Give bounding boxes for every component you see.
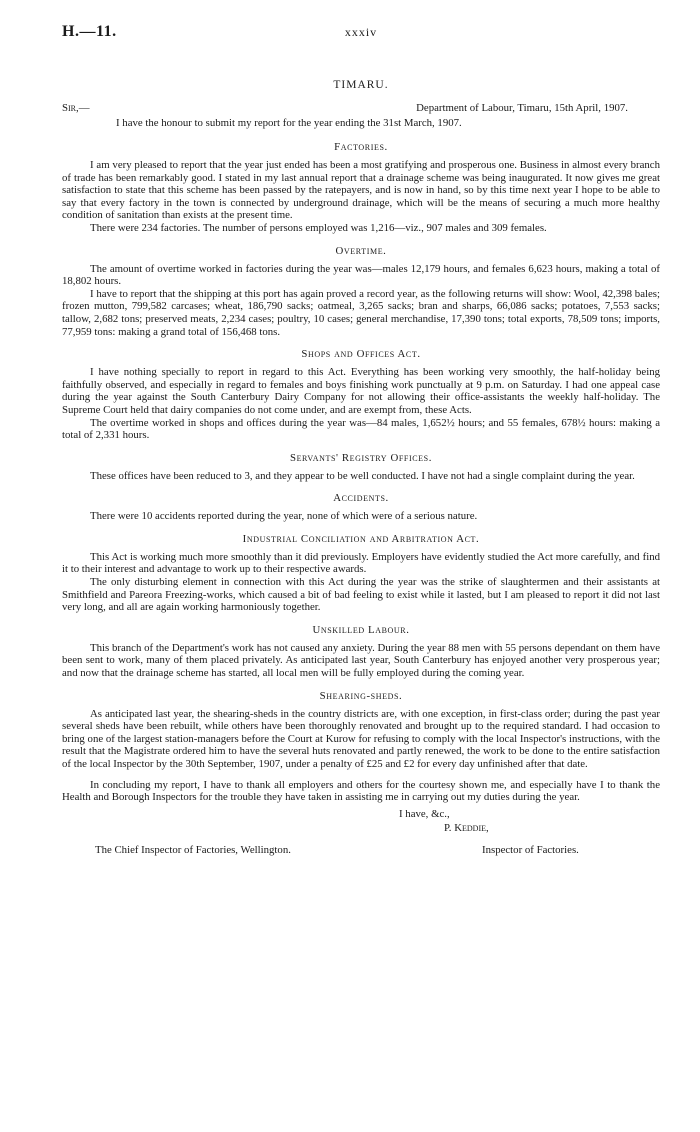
section-heading-overtime: Overtime. bbox=[335, 244, 387, 257]
overtime-paragraph-1: The amount of overtime worked in factories during the year was—males 12,179 hours, and females 6,623 hours, making a total of 18,802 hours. bbox=[62, 262, 660, 288]
section-heading-accidents: Accidents. bbox=[333, 492, 389, 505]
section-heading-arbitration: Industrial Conciliation and Arbitration Act. bbox=[242, 532, 480, 545]
signatory-title: Inspector of Factories. bbox=[482, 843, 579, 856]
running-header bbox=[62, 20, 660, 44]
section-heading-servants: Servants' Registry Offices. bbox=[289, 451, 433, 464]
conclusion-paragraph: In concluding my report, I have to thank all employers and others for the courtesy shown me, and especially have I to thank the Health and Borough Inspectors for the trouble they have taken in assisting me in carrying out my duties during the year. bbox=[62, 778, 660, 804]
shearing-paragraph-1: As anticipated last year, the shearing-sheds in the country districts are, with one exception, in first-class order; during the past year several sheds have been rebuilt, while others have been thoroughly renovated and brought up to the required standard. I had occasion to bring one of the largest station-managers before the Court at Kurow for refusing to comply with the local Inspector's instructions, with the result that the Magistrate ordered him to have the several huts renovated and partly renewed, the work to be done to the entire satisfaction of the local Inspector by the 30th September, 1907, under a penalty of £25 and £2 for every day unfinished after that date. bbox=[62, 707, 660, 770]
report-place-heading: TIMARU. bbox=[333, 79, 389, 91]
section-heading-factories: Factories. bbox=[334, 141, 388, 153]
shops-paragraph-2: The overtime worked in shops and offices during the year was—84 males, 1,652½ hours; and 55 females, 678½ hours: making a total of 2,331 hours. bbox=[62, 416, 660, 442]
salutation: Sir,— bbox=[62, 102, 90, 114]
unskilled-paragraph-1: This branch of the Department's work has not caused any anxiety. During the year 88 men with 55 persons dependant on them have been sent to work, many of them placed privately. As anticipated last year, South Canterbury has enjoyed another very prosperous year; and now that the drainage scheme has started, all local men will be fully employed during the coming year. bbox=[62, 641, 660, 680]
accidents-paragraph-1: There were 10 accidents reported during the year, none of which were of a serious nature. bbox=[90, 510, 478, 523]
section-heading-unskilled: Unskilled Labour. bbox=[312, 623, 410, 636]
servants-paragraph-1: These offices have been reduced to 3, and they appear to be well conducted. I have not had a single complaint during the year. bbox=[90, 469, 635, 482]
intro-paragraph: I have the honour to submit my report for the year ending the 31st March, 1907. bbox=[116, 117, 462, 129]
arbitration-paragraph-2: The only disturbing element in connection with this Act during the year was the strike of slaughtermen and their assistants at Smithfield and Pareora Freezing-works, which caused a bit of bad feeling to exist while it lasted, but I am pleased to report it did not last very long, and all are again working harmoniously together. bbox=[62, 576, 660, 614]
shops-paragraph-1: I have nothing specially to report in regard to this Act. Everything has been working very smoothly, the half-holiday being faithfully observed, and especially in regard to females and boys finishing work punctually at 9 p.m. on Saturday. I had one appeal case during the year against the South Canterbury Dairy Company for not allowing their office-assistants the weekly half-holiday. The Supreme Court held that dairy companies do not come under, and are exempt from, these Acts. bbox=[62, 366, 660, 416]
salutation-dateline bbox=[62, 99, 660, 117]
section-heading-shops: Shops and Offices Act. bbox=[301, 348, 421, 361]
signatory-name: P. Keddie, bbox=[444, 821, 489, 834]
page-number: xxxiv bbox=[344, 25, 378, 39]
factories-paragraph-2: There were 234 factories. The number of persons employed was 1,216—viz., 907 males and 309 females. bbox=[90, 221, 547, 234]
section-heading-shearing: Shearing-sheds. bbox=[319, 689, 403, 702]
overtime-paragraph-2: I have to report that the shipping at this port has again proved a record year, as the following returns will show: Wool, 42,398 bales; frozen mutton, 799,582 carcases; wheat, 186,790 sacks; oatmeal, 3,265 sacks; bran and sharps, 66,086 sacks; potatoes, 7,553 sacks; tallow, 2,682 tons; preserved meats, 2,234 cases; poultry, 10 cases; general merchandise, 17,390 tons; total exports, 78,509 tons; imports, 77,959 tons: making a grand total of 156,468 tons. bbox=[62, 287, 660, 338]
address-date: Department of Labour, Timaru, 15th April, 1907. bbox=[416, 102, 628, 114]
arbitration-paragraph-1: This Act is working much more smoothly than it did previously. Employers have evidently studied the Act more carefully, and find it to their interest and advantage to work up to their respective awards. bbox=[62, 550, 660, 576]
report-reference: H.—11. bbox=[62, 23, 117, 40]
factories-paragraph-1: I am very pleased to report that the year just ended has been a most gratifying and prosperous one. Business in almost every branch of trade has been remarkably good. I stated in my last annual report that a drainage scheme was being inaugurated. It now gives me great satisfaction to state that this scheme has been passed by the ratepayers, and is now in hand, so by this time next year I hope to be able to say that every factory in the town is connected by underground drainage, which will be the means of securing a much more healthy condition of sanitation than exists at the present time. bbox=[62, 159, 660, 222]
signature-block bbox=[62, 808, 660, 898]
closing-formula: I have, &c., bbox=[399, 807, 450, 820]
addressee: The Chief Inspector of Factories, Wellington. bbox=[95, 843, 291, 856]
